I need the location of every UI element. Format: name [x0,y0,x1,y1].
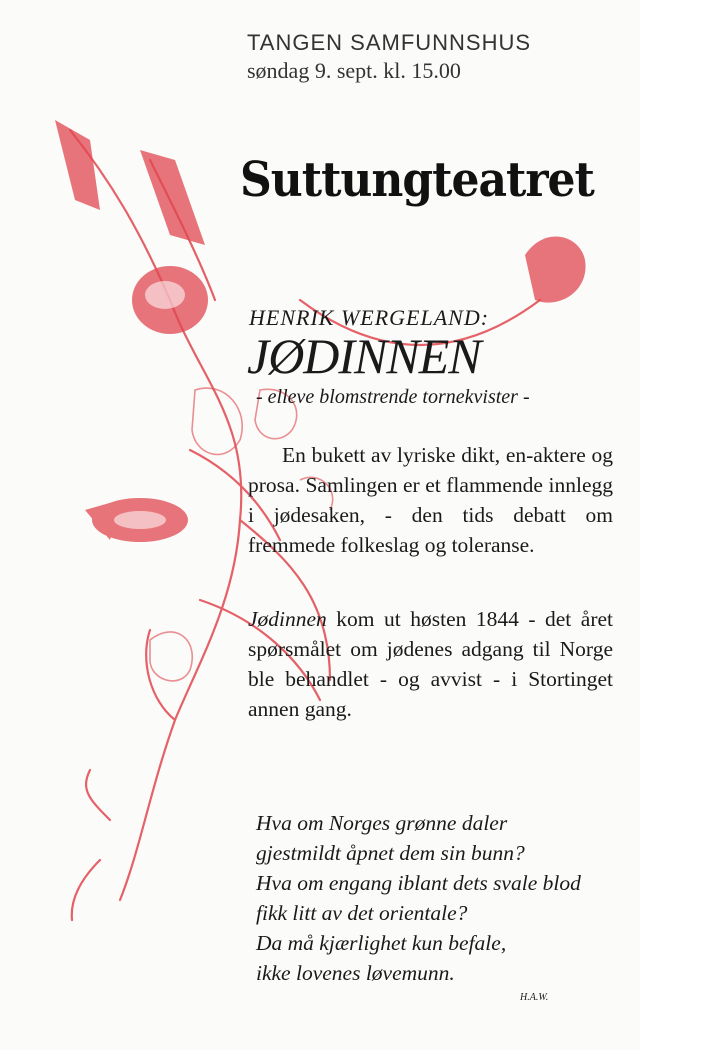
venue-name: TANGEN SAMFUNNSHUS [247,30,532,55]
event-date: søndag 9. sept. kl. 15.00 [247,58,461,83]
signature: H.A.W. [520,992,549,1003]
poem-line: Da må kjærlighet kun befale, [256,931,507,955]
play-title: JØDINNEN [247,328,481,384]
poem-line: Hva om Norges grønne daler [256,811,508,835]
poem-line: Hva om engang iblant dets svale blod [256,871,581,895]
history-text: kom ut høsten 1844 - det året spørsmålet om jødenes adgang til Norge ble behandlet - og avvist - i Stortinget annen gang. [248,607,613,721]
author-name: HENRIK WERGELAND: [249,305,490,330]
theatre-company: Suttungteatret [240,152,594,209]
description-text: En bukett av lyriske dikt, en-aktere og prosa. Samlingen er et flammende innlegg i jødesaken, - den tids debatt om fremmede folkeslag og toleranse. [248,443,613,557]
description-paragraph [248,440,613,560]
play-subtitle: - elleve blomstrende tornekvister - [256,386,530,408]
history-paragraph [248,604,613,724]
poem-line: gjestmildt åpnet dem sin bunn? [256,841,525,865]
poem-line: fikk litt av det orientale? [256,901,468,925]
poem [256,808,581,988]
history-title: Jødinnen [248,607,327,631]
poem-line: ikke lovenes løvemunn. [256,961,455,985]
